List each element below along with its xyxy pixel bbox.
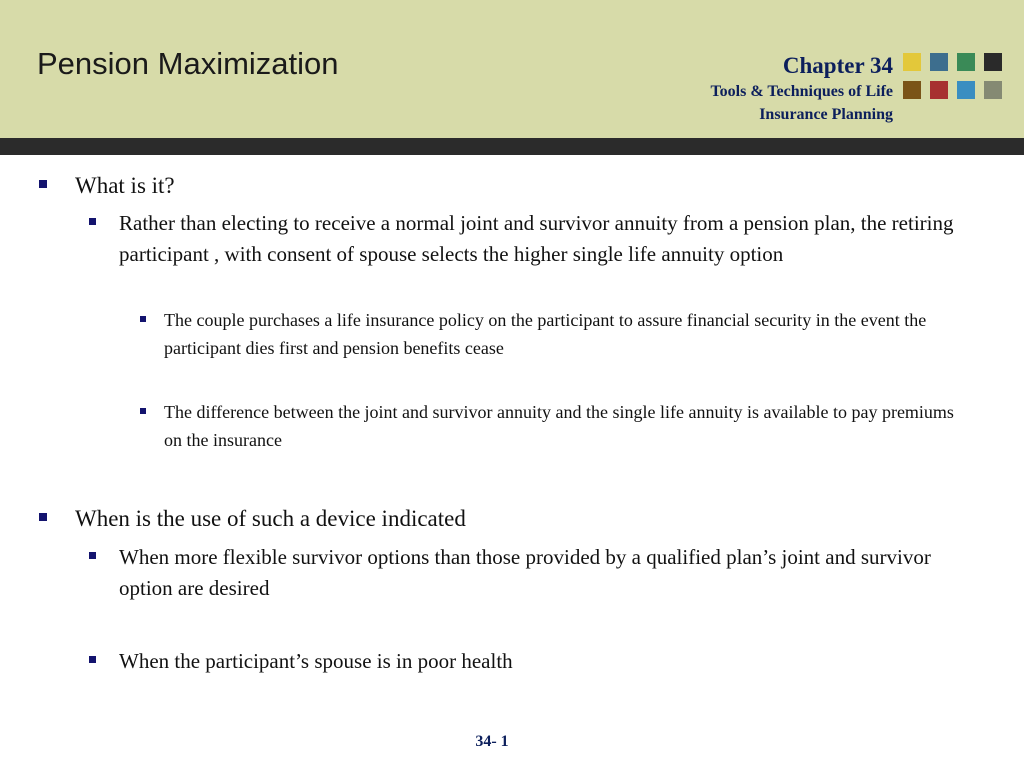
bullet-when-indicated: When is the use of such a device indicated (75, 506, 466, 531)
chapter-subtitle-line-1: Tools & Techniques of Life (710, 83, 893, 100)
bullet-difference-between: The difference between the joint and survivor annuity and the single life annuity is available to pay premiums on the insurance (164, 402, 954, 450)
chapter-subtitle-line-2: Insurance Planning (759, 106, 893, 123)
bullet-marker (89, 218, 96, 225)
bullet-marker (89, 656, 96, 663)
bullet-spouse-poor-health: When the participant’s spouse is in poor health (119, 649, 513, 673)
bullet-marker (39, 180, 47, 188)
bullet-marker (89, 552, 96, 559)
bullet-marker (39, 513, 47, 521)
bullet-rather-than-electing: Rather than electing to receive a normal joint and survivor annuity from a pension plan, the retiring participant , with consent of spouse selects the higher single life annuity option (119, 211, 954, 266)
bullet-marker (140, 316, 146, 322)
page-number: 34- 1 (475, 733, 509, 750)
chapter-title: Chapter 34 (782, 53, 893, 78)
bullet-what-is-it: What is it? (75, 173, 175, 198)
bullet-more-flexible-options: When more flexible survivor options than those provided by a qualified plan’s joint and survivor option are desired (119, 545, 931, 600)
slide-title: Pension Maximization (37, 46, 339, 81)
bullet-couple-purchases: The couple purchases a life insurance policy on the participant to assure financial security in the event the participant dies first and pension benefits cease (164, 310, 927, 358)
bullet-marker (140, 408, 146, 414)
